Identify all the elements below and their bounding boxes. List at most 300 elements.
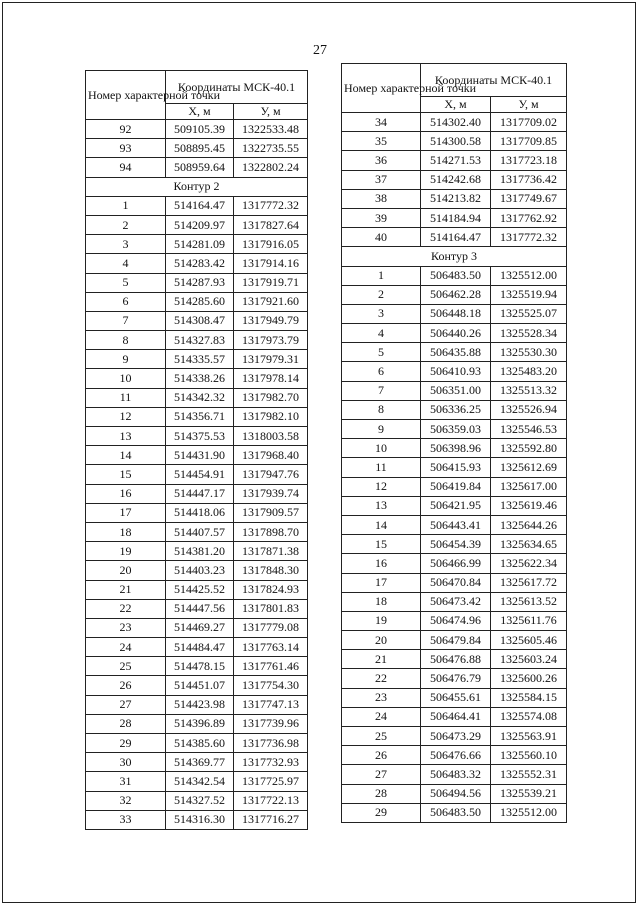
y-coordinate-cell: 1325634.65 — [491, 535, 567, 554]
table-row — [342, 343, 567, 362]
table-row — [86, 618, 308, 637]
point-number-cell: 11 — [342, 458, 421, 477]
y-coordinate-cell: 1322533.48 — [234, 120, 308, 139]
x-coordinate-cell: 514396.89 — [166, 714, 234, 733]
point-number-cell: 20 — [342, 631, 421, 650]
table-row — [342, 113, 567, 132]
x-coordinate-cell: 514425.52 — [166, 580, 234, 599]
y-coordinate-cell: 1317949.79 — [234, 311, 308, 330]
table-row — [342, 439, 567, 458]
table-row — [86, 734, 308, 753]
x-coordinate-cell: 514338.26 — [166, 369, 234, 388]
point-number-cell: 26 — [342, 746, 421, 765]
point-number-cell: 21 — [86, 580, 166, 599]
table-row — [86, 215, 308, 234]
y-coordinate-cell: 1317722.13 — [234, 791, 308, 810]
point-number-cell: 3 — [342, 304, 421, 323]
table-row — [342, 707, 567, 726]
table-row — [86, 427, 308, 446]
point-number-cell: 10 — [86, 369, 166, 388]
table-row — [86, 446, 308, 465]
point-number-cell: 16 — [342, 554, 421, 573]
y-coordinate-cell: 1325513.32 — [491, 381, 567, 400]
point-number-header: Номер характерной точки — [86, 71, 166, 120]
x-coordinate-cell: 506419.84 — [421, 477, 491, 496]
x-coordinate-cell: 506448.18 — [421, 304, 491, 323]
table-row — [342, 420, 567, 439]
y-coordinate-cell: 1317779.08 — [234, 618, 308, 637]
point-number-cell: 16 — [86, 484, 166, 503]
point-number-cell: 39 — [342, 208, 421, 227]
coordinates-header: Координаты МСК-40.1 — [166, 71, 308, 104]
point-number-cell: 14 — [86, 446, 166, 465]
point-number-cell: 2 — [86, 215, 166, 234]
y-column-header: У, м — [491, 97, 567, 113]
point-number-cell: 15 — [86, 465, 166, 484]
table-row — [342, 132, 567, 151]
x-coordinate-cell: 506483.50 — [421, 803, 491, 822]
point-number-cell: 23 — [342, 688, 421, 707]
x-coordinate-cell: 514285.60 — [166, 292, 234, 311]
y-coordinate-cell: 1317848.30 — [234, 561, 308, 580]
point-number-cell: 5 — [86, 273, 166, 292]
contour-label: Контур 3 — [342, 247, 567, 266]
point-number-cell: 25 — [86, 657, 166, 676]
table-row — [86, 638, 308, 657]
x-coordinate-cell: 506443.41 — [421, 515, 491, 534]
x-coordinate-cell: 514164.47 — [166, 196, 234, 215]
x-coordinate-cell: 514242.68 — [421, 170, 491, 189]
x-coordinate-cell: 506474.96 — [421, 611, 491, 630]
table-row — [342, 765, 567, 784]
point-number-cell: 15 — [342, 535, 421, 554]
x-coordinate-cell: 506440.26 — [421, 324, 491, 343]
contour-row — [86, 177, 308, 196]
table-row — [342, 631, 567, 650]
point-number-cell: 6 — [342, 362, 421, 381]
point-number-cell: 31 — [86, 772, 166, 791]
point-number-cell: 7 — [342, 381, 421, 400]
table-row — [342, 228, 567, 247]
x-coordinate-cell: 514423.98 — [166, 695, 234, 714]
x-coordinate-cell: 509105.39 — [166, 120, 234, 139]
point-number-cell: 3 — [86, 235, 166, 254]
y-coordinate-cell: 1317968.40 — [234, 446, 308, 465]
x-coordinate-cell: 506470.84 — [421, 573, 491, 592]
x-coordinate-cell: 506398.96 — [421, 439, 491, 458]
table-row — [342, 535, 567, 554]
table-row — [86, 292, 308, 311]
point-number-cell: 8 — [342, 400, 421, 419]
point-number-cell: 26 — [86, 676, 166, 695]
point-number-cell: 23 — [86, 618, 166, 637]
point-number-cell: 1 — [86, 196, 166, 215]
point-number-cell: 1 — [342, 266, 421, 285]
y-coordinate-cell: 1325605.46 — [491, 631, 567, 650]
y-coordinate-cell: 1317921.60 — [234, 292, 308, 311]
x-coordinate-cell: 514342.54 — [166, 772, 234, 791]
y-coordinate-cell: 1317801.83 — [234, 599, 308, 618]
y-coordinate-cell: 1317939.74 — [234, 484, 308, 503]
table-row — [342, 400, 567, 419]
y-coordinate-cell: 1317916.05 — [234, 235, 308, 254]
x-coordinate-cell: 514300.58 — [421, 132, 491, 151]
y-coordinate-cell: 1317716.27 — [234, 810, 308, 829]
x-coordinate-cell: 506483.50 — [421, 266, 491, 285]
y-coordinate-cell: 1325617.00 — [491, 477, 567, 496]
y-coordinate-cell: 1317749.67 — [491, 189, 567, 208]
point-number-cell: 24 — [86, 638, 166, 657]
point-number-cell: 8 — [86, 331, 166, 350]
x-coordinate-cell: 514281.09 — [166, 235, 234, 254]
point-number-cell: 35 — [342, 132, 421, 151]
y-coordinate-cell: 1317739.96 — [234, 714, 308, 733]
y-coordinate-cell: 1325563.91 — [491, 727, 567, 746]
x-coordinate-cell: 514447.56 — [166, 599, 234, 618]
y-column-header: У, м — [234, 104, 308, 120]
table-row — [342, 573, 567, 592]
x-coordinate-cell: 506336.25 — [421, 400, 491, 419]
table-row — [342, 650, 567, 669]
y-coordinate-cell: 1325552.31 — [491, 765, 567, 784]
y-coordinate-cell: 1325622.34 — [491, 554, 567, 573]
x-coordinate-cell: 514184.94 — [421, 208, 491, 227]
table-row — [86, 196, 308, 215]
table-row — [86, 753, 308, 772]
y-coordinate-cell: 1325592.80 — [491, 439, 567, 458]
table-row — [86, 522, 308, 541]
y-coordinate-cell: 1325560.10 — [491, 746, 567, 765]
x-coordinate-cell: 506483.32 — [421, 765, 491, 784]
table-row — [342, 611, 567, 630]
x-coordinate-cell: 506466.99 — [421, 554, 491, 573]
point-number-cell: 4 — [86, 254, 166, 273]
x-coordinate-cell: 514381.20 — [166, 542, 234, 561]
point-number-cell: 19 — [342, 611, 421, 630]
x-column-header: X, м — [421, 97, 491, 113]
x-coordinate-cell: 514356.71 — [166, 407, 234, 426]
x-coordinate-cell: 514375.53 — [166, 427, 234, 446]
point-number-cell: 13 — [86, 427, 166, 446]
y-coordinate-cell: 1317824.93 — [234, 580, 308, 599]
point-number-cell: 9 — [342, 420, 421, 439]
y-coordinate-cell: 1317725.97 — [234, 772, 308, 791]
point-number-cell: 17 — [342, 573, 421, 592]
table-row — [342, 803, 567, 822]
y-coordinate-cell: 1317914.16 — [234, 254, 308, 273]
table-row — [342, 784, 567, 803]
y-coordinate-cell: 1325574.08 — [491, 707, 567, 726]
table-row — [342, 496, 567, 515]
table-row — [342, 727, 567, 746]
contour-row — [342, 247, 567, 266]
y-coordinate-cell: 1325539.21 — [491, 784, 567, 803]
table-row — [342, 592, 567, 611]
table-row — [342, 688, 567, 707]
point-number-cell: 36 — [342, 151, 421, 170]
table-row — [86, 561, 308, 580]
table-row — [342, 285, 567, 304]
x-coordinate-cell: 514469.27 — [166, 618, 234, 637]
table-row — [86, 331, 308, 350]
point-number-cell: 27 — [86, 695, 166, 714]
point-number-cell: 7 — [86, 311, 166, 330]
x-coordinate-cell: 514302.40 — [421, 113, 491, 132]
x-coordinate-cell: 506454.39 — [421, 535, 491, 554]
point-number-cell: 29 — [342, 803, 421, 822]
table-row — [342, 746, 567, 765]
table-row — [86, 714, 308, 733]
y-coordinate-cell: 1317898.70 — [234, 522, 308, 541]
point-number-cell: 29 — [86, 734, 166, 753]
x-coordinate-cell: 506479.84 — [421, 631, 491, 650]
x-coordinate-cell: 514418.06 — [166, 503, 234, 522]
table-row — [86, 772, 308, 791]
y-coordinate-cell: 1325600.26 — [491, 669, 567, 688]
table-row — [86, 542, 308, 561]
point-number-cell: 20 — [86, 561, 166, 580]
point-number-cell: 5 — [342, 343, 421, 362]
y-coordinate-cell: 1325644.26 — [491, 515, 567, 534]
table-row — [342, 554, 567, 573]
y-coordinate-cell: 1317979.31 — [234, 350, 308, 369]
table-row — [342, 381, 567, 400]
point-number-cell: 12 — [342, 477, 421, 496]
y-coordinate-cell: 1325603.24 — [491, 650, 567, 669]
point-number-cell: 10 — [342, 439, 421, 458]
point-number-cell: 13 — [342, 496, 421, 515]
table-row — [86, 235, 308, 254]
point-number-cell: 34 — [342, 113, 421, 132]
point-number-cell: 18 — [342, 592, 421, 611]
table-row — [342, 170, 567, 189]
table-row — [86, 369, 308, 388]
x-coordinate-cell: 508895.45 — [166, 139, 234, 158]
y-coordinate-cell: 1325617.72 — [491, 573, 567, 592]
table-row — [86, 484, 308, 503]
y-coordinate-cell: 1317871.38 — [234, 542, 308, 561]
x-coordinate-cell: 506476.79 — [421, 669, 491, 688]
point-number-cell: 27 — [342, 765, 421, 784]
x-coordinate-cell: 514327.52 — [166, 791, 234, 810]
y-coordinate-cell: 1317709.02 — [491, 113, 567, 132]
y-coordinate-cell: 1317723.18 — [491, 151, 567, 170]
table-row — [86, 350, 308, 369]
y-coordinate-cell: 1325612.69 — [491, 458, 567, 477]
table-row — [342, 669, 567, 688]
y-coordinate-cell: 1317947.76 — [234, 465, 308, 484]
x-coordinate-cell: 514478.15 — [166, 657, 234, 676]
point-number-cell: 37 — [342, 170, 421, 189]
table-row — [342, 477, 567, 496]
point-number-cell: 21 — [342, 650, 421, 669]
x-coordinate-cell: 514385.60 — [166, 734, 234, 753]
coordinates-table-left — [85, 70, 308, 830]
x-coordinate-cell: 514308.47 — [166, 311, 234, 330]
x-coordinate-cell: 514342.32 — [166, 388, 234, 407]
x-coordinate-cell: 506476.66 — [421, 746, 491, 765]
y-coordinate-cell: 1325519.94 — [491, 285, 567, 304]
y-coordinate-cell: 1325613.52 — [491, 592, 567, 611]
point-number-cell: 12 — [86, 407, 166, 426]
y-coordinate-cell: 1317761.46 — [234, 657, 308, 676]
y-coordinate-cell: 1317772.32 — [491, 228, 567, 247]
x-coordinate-cell: 514213.82 — [421, 189, 491, 208]
x-coordinate-cell: 514407.57 — [166, 522, 234, 541]
table-row — [86, 407, 308, 426]
table-row — [86, 139, 308, 158]
x-coordinate-cell: 506415.93 — [421, 458, 491, 477]
point-number-cell: 9 — [86, 350, 166, 369]
table-row — [86, 311, 308, 330]
point-number-cell: 19 — [86, 542, 166, 561]
x-coordinate-cell: 514484.47 — [166, 638, 234, 657]
table-row — [342, 324, 567, 343]
x-coordinate-cell: 508959.64 — [166, 158, 234, 177]
point-number-header: Номер характерной точки — [342, 64, 421, 113]
x-coordinate-cell: 506435.88 — [421, 343, 491, 362]
point-number-cell: 92 — [86, 120, 166, 139]
y-coordinate-cell: 1325525.07 — [491, 304, 567, 323]
point-number-cell: 28 — [342, 784, 421, 803]
point-number-cell: 6 — [86, 292, 166, 311]
table-row — [342, 362, 567, 381]
table-row — [342, 458, 567, 477]
table-row — [86, 580, 308, 599]
coordinates-header: Координаты МСК-40.1 — [421, 64, 567, 97]
y-coordinate-cell: 1317982.70 — [234, 388, 308, 407]
x-coordinate-cell: 506476.88 — [421, 650, 491, 669]
point-number-cell: 18 — [86, 522, 166, 541]
table-row — [342, 266, 567, 285]
x-coordinate-cell: 514403.23 — [166, 561, 234, 580]
y-coordinate-cell: 1317709.85 — [491, 132, 567, 151]
x-coordinate-cell: 506410.93 — [421, 362, 491, 381]
point-number-cell: 38 — [342, 189, 421, 208]
y-coordinate-cell: 1325512.00 — [491, 803, 567, 822]
x-coordinate-cell: 514327.83 — [166, 331, 234, 350]
x-coordinate-cell: 514447.17 — [166, 484, 234, 503]
y-coordinate-cell: 1317909.57 — [234, 503, 308, 522]
point-number-cell: 93 — [86, 139, 166, 158]
x-coordinate-cell: 506421.95 — [421, 496, 491, 515]
x-coordinate-cell: 506351.00 — [421, 381, 491, 400]
y-coordinate-cell: 1317736.42 — [491, 170, 567, 189]
y-coordinate-cell: 1317732.93 — [234, 753, 308, 772]
x-coordinate-cell: 514271.53 — [421, 151, 491, 170]
point-number-cell: 94 — [86, 158, 166, 177]
y-coordinate-cell: 1317982.10 — [234, 407, 308, 426]
table-row — [86, 599, 308, 618]
y-coordinate-cell: 1317754.30 — [234, 676, 308, 695]
x-coordinate-cell: 514287.93 — [166, 273, 234, 292]
table-row — [342, 304, 567, 323]
point-number-cell: 40 — [342, 228, 421, 247]
y-coordinate-cell: 1325530.30 — [491, 343, 567, 362]
y-coordinate-cell: 1325619.46 — [491, 496, 567, 515]
point-number-cell: 30 — [86, 753, 166, 772]
x-coordinate-cell: 506464.41 — [421, 707, 491, 726]
table-row — [86, 273, 308, 292]
y-coordinate-cell: 1317763.14 — [234, 638, 308, 657]
table-row — [86, 388, 308, 407]
x-coordinate-cell: 514335.57 — [166, 350, 234, 369]
table-row — [86, 120, 308, 139]
y-coordinate-cell: 1318003.58 — [234, 427, 308, 446]
y-coordinate-cell: 1317973.79 — [234, 331, 308, 350]
point-number-cell: 22 — [342, 669, 421, 688]
point-number-cell: 22 — [86, 599, 166, 618]
point-number-cell: 25 — [342, 727, 421, 746]
table-row — [342, 151, 567, 170]
table-row — [342, 208, 567, 227]
point-number-cell: 2 — [342, 285, 421, 304]
point-number-cell: 4 — [342, 324, 421, 343]
y-coordinate-cell: 1317827.64 — [234, 215, 308, 234]
x-coordinate-cell: 514283.42 — [166, 254, 234, 273]
point-number-cell: 32 — [86, 791, 166, 810]
x-coordinate-cell: 514454.91 — [166, 465, 234, 484]
x-coordinate-cell: 506473.42 — [421, 592, 491, 611]
x-coordinate-cell: 506473.29 — [421, 727, 491, 746]
x-coordinate-cell: 514164.47 — [421, 228, 491, 247]
point-number-cell: 24 — [342, 707, 421, 726]
table-row — [86, 503, 308, 522]
point-number-cell: 11 — [86, 388, 166, 407]
y-coordinate-cell: 1325526.94 — [491, 400, 567, 419]
y-coordinate-cell: 1317747.13 — [234, 695, 308, 714]
table-row — [86, 657, 308, 676]
x-coordinate-cell: 506359.03 — [421, 420, 491, 439]
y-coordinate-cell: 1322735.55 — [234, 139, 308, 158]
y-coordinate-cell: 1317919.71 — [234, 273, 308, 292]
page-number: 27 — [313, 43, 327, 58]
table-row — [86, 158, 308, 177]
x-coordinate-cell: 514451.07 — [166, 676, 234, 695]
table-row — [86, 676, 308, 695]
point-number-cell: 17 — [86, 503, 166, 522]
table-row — [86, 810, 308, 829]
coordinates-table-right — [341, 63, 567, 823]
y-coordinate-cell: 1317736.98 — [234, 734, 308, 753]
y-coordinate-cell: 1322802.24 — [234, 158, 308, 177]
y-coordinate-cell: 1325546.53 — [491, 420, 567, 439]
x-coordinate-cell: 506494.56 — [421, 784, 491, 803]
x-coordinate-cell: 514431.90 — [166, 446, 234, 465]
table-row — [342, 515, 567, 534]
x-column-header: X, м — [166, 104, 234, 120]
y-coordinate-cell: 1325528.34 — [491, 324, 567, 343]
y-coordinate-cell: 1317762.92 — [491, 208, 567, 227]
y-coordinate-cell: 1325483.20 — [491, 362, 567, 381]
x-coordinate-cell: 506462.28 — [421, 285, 491, 304]
table-row — [86, 465, 308, 484]
x-coordinate-cell: 506455.61 — [421, 688, 491, 707]
point-number-cell: 33 — [86, 810, 166, 829]
contour-label: Контур 2 — [86, 177, 308, 196]
table-row — [86, 695, 308, 714]
point-number-cell: 14 — [342, 515, 421, 534]
y-coordinate-cell: 1317978.14 — [234, 369, 308, 388]
table-row — [86, 791, 308, 810]
point-number-cell: 28 — [86, 714, 166, 733]
table-row — [342, 189, 567, 208]
x-coordinate-cell: 514316.30 — [166, 810, 234, 829]
y-coordinate-cell: 1325584.15 — [491, 688, 567, 707]
y-coordinate-cell: 1325611.76 — [491, 611, 567, 630]
y-coordinate-cell: 1325512.00 — [491, 266, 567, 285]
table-row — [86, 254, 308, 273]
